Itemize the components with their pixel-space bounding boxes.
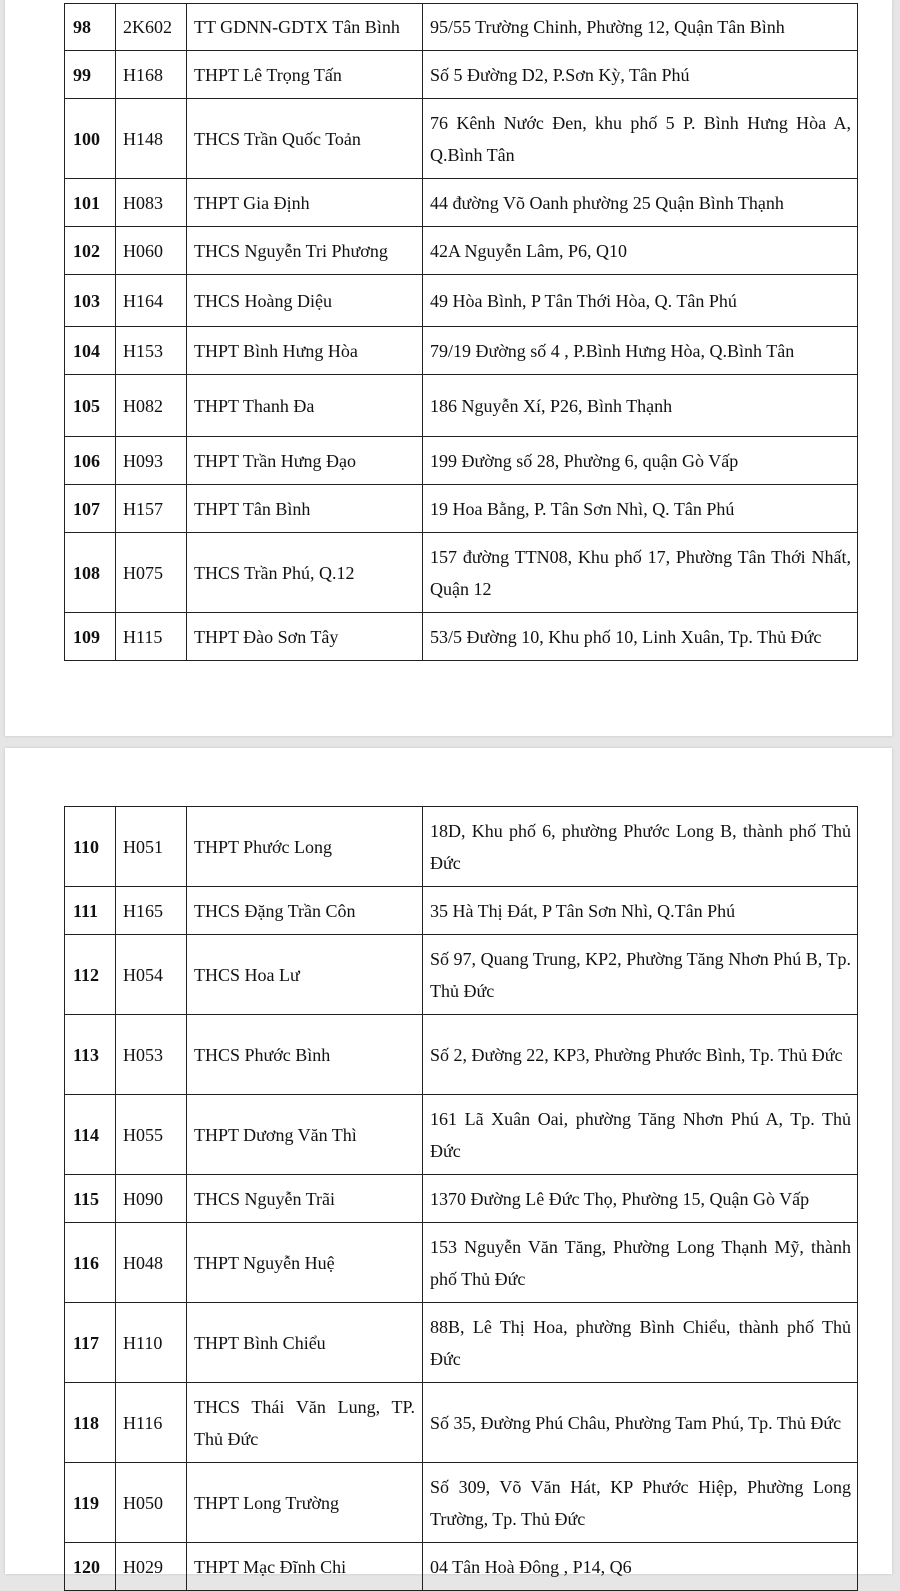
school-code: 2K602 — [116, 4, 187, 51]
row-number: 103 — [65, 275, 116, 327]
row-number: 118 — [65, 1383, 116, 1463]
row-number: 104 — [65, 327, 116, 375]
school-address: Số 97, Quang Trung, KP2, Phường Tăng Nhơn Phú B, Tp. Thủ Đức — [423, 935, 858, 1015]
school-name: THPT Trần Hưng Đạo — [187, 437, 423, 485]
school-address: 199 Đường số 28, Phường 6, quận Gò Vấp — [423, 437, 858, 485]
table-row — [65, 1095, 858, 1175]
school-code: H148 — [116, 99, 187, 179]
school-code: H054 — [116, 935, 187, 1015]
school-address: Số 5 Đường D2, P.Sơn Kỳ, Tân Phú — [423, 51, 858, 99]
school-address: Số 2, Đường 22, KP3, Phường Phước Bình, Tp. Thủ Đức — [423, 1015, 858, 1095]
row-number: 108 — [65, 533, 116, 613]
row-number: 116 — [65, 1223, 116, 1303]
school-code: H110 — [116, 1303, 187, 1383]
school-address: 18D, Khu phố 6, phường Phước Long B, thành phố Thủ Đức — [423, 807, 858, 887]
school-code: H060 — [116, 227, 187, 275]
school-code: H090 — [116, 1175, 187, 1223]
school-address: 1370 Đường Lê Đức Thọ, Phường 15, Quận Gò Vấp — [423, 1175, 858, 1223]
school-address: 35 Hà Thị Đát, P Tân Sơn Nhì, Q.Tân Phú — [423, 887, 858, 935]
school-name: THPT Gia Định — [187, 179, 423, 227]
table-row — [65, 227, 858, 275]
school-code: H055 — [116, 1095, 187, 1175]
row-number: 119 — [65, 1463, 116, 1543]
school-name: THPT Tân Bình — [187, 485, 423, 533]
table-row — [65, 99, 858, 179]
table-row — [65, 1015, 858, 1095]
school-code: H115 — [116, 613, 187, 661]
row-number: 114 — [65, 1095, 116, 1175]
school-name: THPT Lê Trọng Tấn — [187, 51, 423, 99]
table-row — [65, 533, 858, 613]
school-code: H168 — [116, 51, 187, 99]
school-name: THPT Bình Chiểu — [187, 1303, 423, 1383]
row-number: 102 — [65, 227, 116, 275]
school-code: H053 — [116, 1015, 187, 1095]
table-row — [65, 375, 858, 437]
row-number: 98 — [65, 4, 116, 51]
table-row — [65, 179, 858, 227]
school-name: THCS Hoàng Diệu — [187, 275, 423, 327]
table-row — [65, 1175, 858, 1223]
table-row — [65, 437, 858, 485]
school-address: 157 đường TTN08, Khu phố 17, Phường Tân Thới Nhất, Quận 12 — [423, 533, 858, 613]
school-address: 88B, Lê Thị Hoa, phường Bình Chiểu, thành phố Thủ Đức — [423, 1303, 858, 1383]
school-name: THCS Trần Quốc Toản — [187, 99, 423, 179]
table-row — [65, 327, 858, 375]
table-row — [65, 1303, 858, 1383]
school-address: 53/5 Đường 10, Khu phố 10, Linh Xuân, Tp. Thủ Đức — [423, 613, 858, 661]
school-code: H164 — [116, 275, 187, 327]
table-row — [65, 935, 858, 1015]
school-name: TT GDNN-GDTX Tân Bình — [187, 4, 423, 51]
school-name: THCS Hoa Lư — [187, 935, 423, 1015]
table-row — [65, 807, 858, 887]
school-name: THCS Nguyễn Tri Phương — [187, 227, 423, 275]
table-row — [65, 51, 858, 99]
school-address: Số 309, Võ Văn Hát, KP Phước Hiệp, Phường Long Trường, Tp. Thủ Đức — [423, 1463, 858, 1543]
table-row — [65, 1543, 858, 1591]
table-row — [65, 887, 858, 935]
school-name: THPT Bình Hưng Hòa — [187, 327, 423, 375]
school-code: H029 — [116, 1543, 187, 1591]
school-address: 76 Kênh Nước Đen, khu phố 5 P. Bình Hưng Hòa A, Q.Bình Tân — [423, 99, 858, 179]
school-address: 49 Hòa Bình, P Tân Thới Hòa, Q. Tân Phú — [423, 275, 858, 327]
school-address: 42A Nguyễn Lâm, P6, Q10 — [423, 227, 858, 275]
school-name: THCS Đặng Trần Côn — [187, 887, 423, 935]
school-list-table-2 — [64, 806, 858, 1591]
table-row — [65, 613, 858, 661]
table-row — [65, 1223, 858, 1303]
row-number: 113 — [65, 1015, 116, 1095]
school-code: H048 — [116, 1223, 187, 1303]
school-code: H050 — [116, 1463, 187, 1543]
table-row — [65, 4, 858, 51]
school-name: THPT Đào Sơn Tây — [187, 613, 423, 661]
school-code: H093 — [116, 437, 187, 485]
school-address: 79/19 Đường số 4 , P.Bình Hưng Hòa, Q.Bình Tân — [423, 327, 858, 375]
row-number: 105 — [65, 375, 116, 437]
table-row — [65, 485, 858, 533]
school-name: THPT Dương Văn Thì — [187, 1095, 423, 1175]
school-name: THPT Nguyễn Huệ — [187, 1223, 423, 1303]
school-list-table-1 — [64, 3, 858, 661]
school-code: H083 — [116, 179, 187, 227]
row-number: 99 — [65, 51, 116, 99]
school-address: Số 35, Đường Phú Châu, Phường Tam Phú, Tp. Thủ Đức — [423, 1383, 858, 1463]
school-address: 19 Hoa Bằng, P. Tân Sơn Nhì, Q. Tân Phú — [423, 485, 858, 533]
school-address: 153 Nguyễn Văn Tăng, Phường Long Thạnh Mỹ, thành phố Thủ Đức — [423, 1223, 858, 1303]
row-number: 115 — [65, 1175, 116, 1223]
document-page-1 — [5, 0, 892, 736]
school-name: THPT Phước Long — [187, 807, 423, 887]
school-address: 161 Lã Xuân Oai, phường Tăng Nhơn Phú A, Tp. Thủ Đức — [423, 1095, 858, 1175]
school-name: THPT Mạc Đĩnh Chi — [187, 1543, 423, 1591]
school-name: THCS Phước Bình — [187, 1015, 423, 1095]
school-name: THCS Trần Phú, Q.12 — [187, 533, 423, 613]
row-number: 120 — [65, 1543, 116, 1591]
table-row — [65, 1383, 858, 1463]
school-code: H153 — [116, 327, 187, 375]
row-number: 111 — [65, 887, 116, 935]
school-address: 44 đường Võ Oanh phường 25 Quận Bình Thạnh — [423, 179, 858, 227]
school-code: H075 — [116, 533, 187, 613]
row-number: 101 — [65, 179, 116, 227]
school-name: THCS Thái Văn Lung, TP. Thủ Đức — [187, 1383, 423, 1463]
school-address: 04 Tân Hoà Đông , P14, Q6 — [423, 1543, 858, 1591]
school-code: H165 — [116, 887, 187, 935]
table-row — [65, 1463, 858, 1543]
row-number: 112 — [65, 935, 116, 1015]
school-code: H157 — [116, 485, 187, 533]
school-address: 95/55 Trường Chinh, Phường 12, Quận Tân Bình — [423, 4, 858, 51]
school-code: H116 — [116, 1383, 187, 1463]
school-name: THPT Thanh Đa — [187, 375, 423, 437]
row-number: 117 — [65, 1303, 116, 1383]
row-number: 100 — [65, 99, 116, 179]
row-number: 107 — [65, 485, 116, 533]
school-name: THPT Long Trường — [187, 1463, 423, 1543]
row-number: 106 — [65, 437, 116, 485]
school-name: THCS Nguyễn Trãi — [187, 1175, 423, 1223]
school-address: 186 Nguyễn Xí, P26, Bình Thạnh — [423, 375, 858, 437]
school-code: H082 — [116, 375, 187, 437]
table-row — [65, 275, 858, 327]
school-code: H051 — [116, 807, 187, 887]
row-number: 110 — [65, 807, 116, 887]
document-page-2 — [5, 748, 892, 1577]
row-number: 109 — [65, 613, 116, 661]
